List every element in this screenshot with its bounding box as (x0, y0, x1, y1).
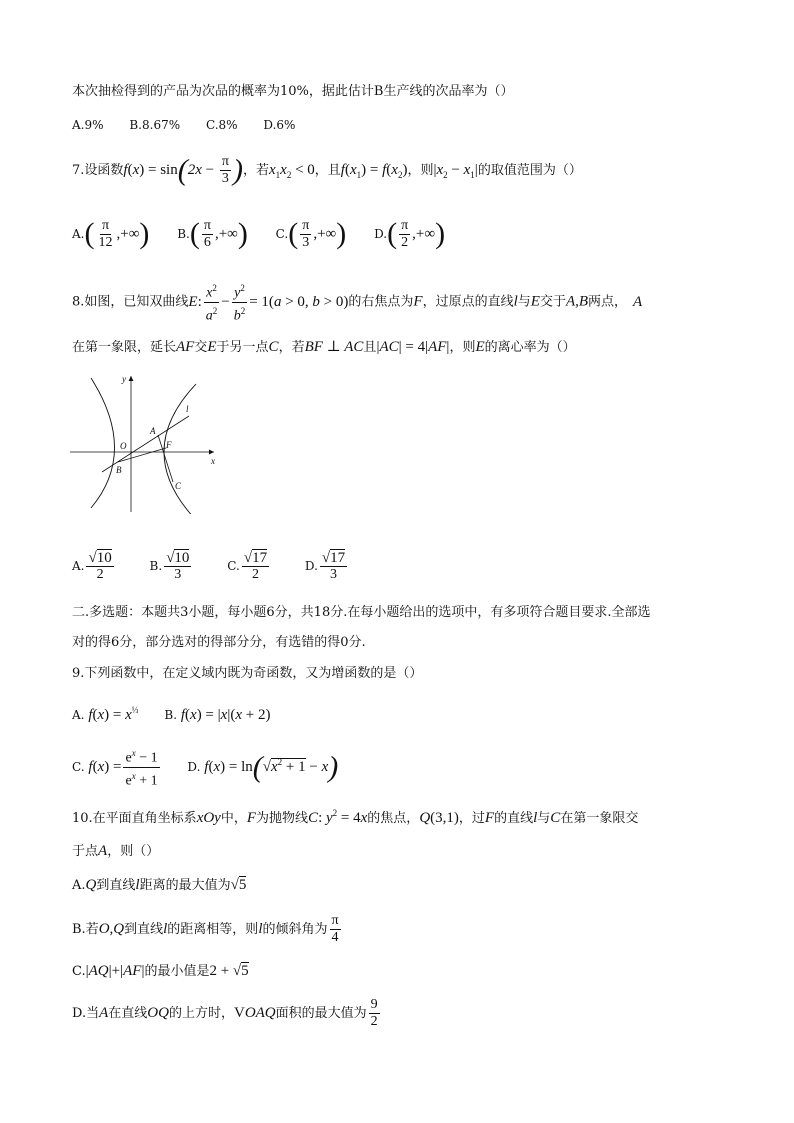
q10-option-b-oq: O,Q (98, 921, 125, 937)
q9-option-b-label: B. (164, 708, 178, 722)
label-c: C (175, 481, 182, 491)
label-a: A (150, 426, 156, 436)
q10-option-d-prefix: D.当 (72, 1006, 100, 1021)
label-o: O (120, 441, 127, 451)
q7-stem (72, 154, 582, 189)
q9-options-row2 (72, 742, 338, 790)
q10-option-d-suffix: 面积的最大值为 (275, 1006, 367, 1021)
q8-curve-e: E (530, 293, 540, 310)
q8-line2-mid3: ，若 (278, 340, 305, 355)
label-f: F (166, 440, 172, 450)
section2-line1 (72, 604, 650, 622)
q9-option-a-expr: $f(x) = x^{\frac{1}{3}}$ (88, 705, 139, 723)
q8-option-c-den: 2 (251, 567, 259, 582)
q8-line2-mid4: 且 (363, 340, 377, 355)
q8-line2-mid2: 于另一点 (216, 340, 269, 355)
q9-option-c (72, 748, 162, 789)
q10-option-d-value: $\frac{9}{2}$ (370, 997, 378, 1029)
q8-stem-line2 (72, 338, 576, 357)
q7-expression: $|x_2 - x_1|$ (433, 161, 478, 180)
q8-line-l: l (513, 293, 518, 310)
q10-option-a-prefix: A. (72, 878, 86, 893)
q7-stem-mid2: ，且 (314, 162, 341, 178)
q8-option-b: B. $\frac{√10}{3}$ (149, 550, 190, 582)
q8-option-b-label: B. (149, 559, 163, 573)
q8-point-c: C (268, 339, 279, 355)
q8-focus: F (413, 293, 423, 310)
q6-stem-text: 本次抽检得到的产品为次品的概率为10%，据此估计B生产线的次品率为（） (72, 84, 514, 99)
q8-option-a-label: A. (72, 559, 85, 573)
q10-line-l: l (533, 810, 538, 826)
q10-option-c-expr: |AQ|+|AF| (85, 963, 145, 979)
q6-option-c: C.8% (205, 118, 238, 132)
q8-stem-line1 (72, 280, 642, 324)
q10-option-c (72, 962, 249, 981)
q8-options (72, 546, 349, 586)
q10-stem-mid4: ，过 (458, 811, 485, 826)
q9-option-d-label: D. (187, 760, 201, 774)
q8-option-d: D. $\frac{√17}{3}$ (304, 550, 346, 582)
q10-option-d-triangle: VOAQ (233, 1005, 276, 1021)
q10-option-d-mid2: 的上方时， (168, 1006, 234, 1021)
q7-options (72, 214, 469, 254)
q8-curve-e3: E (475, 339, 485, 355)
q10-option-a-value: √5 (230, 877, 247, 893)
q6-option-b: B.8.67% (129, 118, 181, 132)
q7-option-b: B. ( $\frac{\pi}{6}$ ,+∞ ) (177, 214, 248, 254)
q10-option-a-l: l (135, 877, 140, 893)
q8-option-d-radicand: 17 (330, 550, 346, 566)
q9-options-row1 (72, 696, 270, 729)
q9-option-c-label: C. (72, 760, 85, 774)
q10-stem-suffix: 在第一象限交 (560, 811, 639, 826)
q8-stem-mid: 的右焦点为 (348, 294, 414, 310)
q8-line2-prefix: 在第一象限，延长 (72, 340, 177, 355)
q8-figure (68, 368, 224, 514)
q10-stem-mid1: 中， (220, 811, 247, 826)
q7-option-c-den: 3 (302, 234, 310, 250)
q10-line2-text: 于点 (72, 844, 99, 859)
q10-option-b-value: $\frac{\pi}{4}$ (331, 913, 339, 945)
q10-option-a-q: Q (85, 877, 97, 893)
q10-option-c-prefix: C. (72, 964, 86, 979)
section2-line2 (72, 634, 366, 652)
q7-function: f(x) = sin(2x − $\frac{\pi}{3}$ ) (123, 153, 243, 187)
q8-option-b-radicand: 10 (174, 550, 190, 566)
line-l (102, 416, 189, 472)
q7-option-a: A. ( $\frac{\pi}{12}$ ,+∞ ) (72, 214, 149, 254)
q10-coord-system: xOy (196, 810, 221, 826)
q8-stem-mid3: 与 (517, 294, 531, 310)
q7-stem-prefix: 7.设函数 (72, 162, 124, 178)
q10-option-a-suffix: 距离的最大值为 (139, 878, 231, 893)
q8-option-d-den: 3 (330, 567, 338, 582)
q8-option-c: C. $\frac{√17}{2}$ (227, 550, 268, 582)
q10-curve-c: C (550, 810, 561, 826)
q10-option-d-oq: OQ (147, 1005, 169, 1021)
q10-option-b-l2: l (258, 921, 263, 937)
label-y: y (122, 374, 126, 384)
q9-stem-text: 9.下列函数中，在定义域内既为奇函数，又为增函数的是（） (72, 666, 423, 681)
q10-option-b-l: l (163, 921, 168, 937)
q8-hyperbola: E: $\frac{x^2}{a^2}$ − $\frac{y^2}{b^2}$ = 1(a > 0, b > 0) (188, 294, 348, 310)
q8-curve-e2: E (207, 339, 217, 355)
q10-option-c-suffix: 的最小值是 (144, 964, 210, 979)
q7-option-d-label: D. (374, 227, 388, 241)
q10-parabola: C: $y^2 = 4x$ (308, 808, 368, 826)
q8-option-d-label: D. (304, 559, 318, 573)
q8-points-ab: A,B (565, 293, 589, 310)
q6-option-d: D.6% (263, 118, 296, 132)
hyperbola-left-branch (91, 378, 115, 508)
q10-stem-mid3: 的焦点， (367, 811, 420, 826)
q10-stem-line2 (72, 842, 159, 861)
q7-option-a-label: A. (72, 227, 85, 241)
q7-stem-mid3: ，则 (407, 162, 434, 178)
q9-option-d (187, 750, 339, 784)
q7-option-c: C. ( $\frac{\pi}{3}$ ,+∞ ) (276, 214, 347, 254)
q8-line2-mid1: 交 (194, 340, 208, 355)
q10-option-b-prefix: B.若 (72, 922, 99, 937)
q8-option-a-radicand: 10 (96, 550, 112, 566)
q6-options (72, 116, 295, 134)
q8-segment-af: AF (176, 339, 195, 355)
q7-option-b-label: B. (177, 227, 190, 241)
q9-stem (72, 665, 422, 683)
q8-perp: BF ⊥ AC (304, 339, 364, 355)
label-x: x (211, 456, 215, 466)
section2-text1: 二.多选题：本题共3小题，每小题6分，共18分.在每小题给出的选项中，有多项符合题目要求.全部选 (72, 605, 651, 620)
q7-condition1: $x_1x_2 < 0$ (268, 161, 315, 180)
q8-option-c-radicand: 17 (252, 550, 268, 566)
section2-text2: 对的得6分，部分选对的得部分分，有选错的得0分. (72, 635, 366, 650)
q8-stem-prefix: 8.如图，已知双曲线 (72, 294, 189, 310)
q9-option-c-expr: f(x) = $\frac{e^x - 1}{e^x + 1}$ (88, 759, 161, 775)
q10-stem-mid6: 与 (537, 811, 551, 826)
q7-option-d-den: 2 (401, 234, 409, 250)
q10-stem-line1 (72, 804, 638, 828)
q7-stem-suffix: 的取值范围为（） (477, 162, 582, 178)
label-b: B (116, 465, 122, 475)
q10-option-b (72, 912, 343, 947)
q7-option-d: D. ( $\frac{\pi}{2}$ ,+∞ ) (374, 214, 445, 254)
q8-option-b-den: 3 (174, 567, 182, 582)
q7-option-b-den: 6 (203, 234, 211, 250)
q10-line2-suffix: ，则（） (107, 844, 160, 859)
q9-option-b-expr: f(x) = |x|(x + 2) (180, 707, 271, 723)
y-axis (129, 376, 134, 512)
q10-option-d-a: A (99, 1005, 109, 1021)
q10-stem-prefix: 10.在平面直角坐标系 (72, 811, 197, 826)
q8-line2-suffix: 的离心率为（） (484, 340, 576, 355)
q7-condition2: $f(x_1) = f(x_2)$ (340, 161, 408, 180)
q10-focus-f: F (246, 810, 257, 826)
q6-option-a: A.9% (72, 118, 104, 132)
q9-option-b (164, 708, 270, 722)
q10-option-d (72, 996, 382, 1031)
q10-point-a: A (98, 843, 108, 859)
q8-length-cond: |AC| = 4|AF| (376, 339, 450, 355)
q9-option-d-expr: $f(x) = \ln(√x^2 + 1 - x)$ (204, 750, 339, 784)
q8-line2-mid5: ，则 (449, 340, 476, 355)
q8-stem-mid4: 交于 (539, 294, 566, 310)
q6-stem-line (72, 83, 513, 101)
q9-option-a (72, 705, 139, 723)
q8-option-a-den: 2 (96, 567, 104, 582)
label-l: l (186, 404, 189, 414)
q8-stem-mid2: ，过原点的直线 (422, 294, 514, 310)
q8-stem-suffix: 两点， (588, 294, 628, 310)
q10-option-d-mid: 在直线 (108, 1006, 148, 1021)
q10-option-b-end: 的倾斜角为 (262, 922, 328, 937)
q8-option-c-label: C. (227, 559, 240, 573)
q10-option-b-suffix: 的距离相等，则 (167, 922, 259, 937)
q10-option-a (72, 876, 246, 895)
q10-option-b-mid: 到直线 (124, 922, 164, 937)
q10-focus-f2: F (484, 810, 495, 826)
q9-option-a-label: A. (72, 708, 85, 722)
q7-option-c-label: C. (275, 227, 289, 241)
q7-stem-mid1: ，若 (242, 162, 269, 178)
q10-point-q: Q(3,1) (419, 810, 459, 826)
x-axis (70, 450, 214, 455)
q10-option-c-value: 2 + √5 (209, 963, 249, 979)
q8-option-a: A. $\frac{√10}{2}$ (72, 550, 112, 582)
q10-option-a-mid: 到直线 (96, 878, 136, 893)
q7-option-a-den: 12 (98, 234, 113, 250)
q10-stem-mid2: 为抛物线 (256, 811, 309, 826)
q10-stem-mid5: 的直线 (494, 811, 534, 826)
q8-point-a: A (633, 293, 643, 310)
